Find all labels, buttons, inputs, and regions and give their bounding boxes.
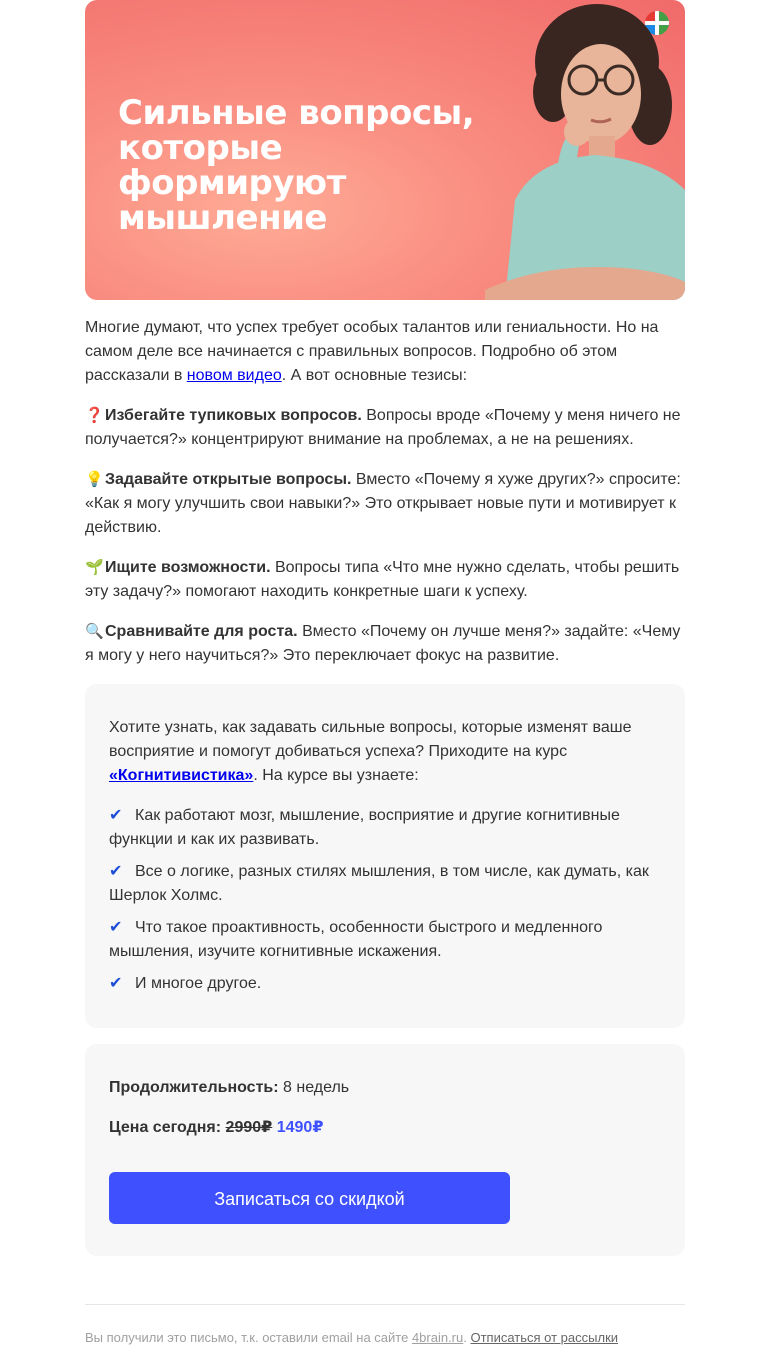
- footer-text: [85, 1329, 685, 1347]
- course-box: [85, 684, 685, 1028]
- hero-banner[interactable]: [85, 0, 685, 300]
- hero-title-line: мышление: [118, 198, 327, 238]
- unsubscribe-link[interactable]: Отписаться от рассылки: [470, 1330, 619, 1345]
- hero-title-line: Сильные вопросы,: [118, 93, 475, 133]
- old-price: 2990₽: [225, 1119, 273, 1136]
- duration-label: Продолжительность:: [109, 1079, 279, 1096]
- new-price: 1490₽: [276, 1119, 324, 1136]
- pricing-box: [85, 1044, 685, 1256]
- thesis-item: [85, 404, 685, 452]
- price-label: Цена сегодня:: [109, 1119, 222, 1136]
- checkmark-icon: ✔: [109, 919, 123, 936]
- new-video-link[interactable]: новом видео: [186, 367, 282, 384]
- hero-title: [118, 93, 518, 238]
- course-intro: [109, 716, 661, 788]
- price-row: [109, 1116, 661, 1140]
- thesis-text: Вопросы вроде «Почему у меня ничего не получается?» концентрируют внимание на проблемах, а не на решениях.: [85, 407, 681, 448]
- thesis-title: Задавайте открытые вопросы.: [105, 471, 352, 488]
- learn-list: [109, 804, 661, 996]
- duration-row: [109, 1076, 661, 1100]
- course-intro-text: Хотите узнать, как задавать сильные вопросы, которые изменят ваше восприятие и помогут добиваться успеха? Приходите на курс: [109, 719, 632, 760]
- course-intro-text-end: . На курсе вы узнаете:: [253, 767, 419, 784]
- thesis-text: Вместо «Почему я хуже других?» спросите: «Как я могу улучшить свои навыки?» Это открывает новые пути и мотивирует к действию.: [85, 471, 681, 536]
- duration-value: 8 недель: [278, 1079, 350, 1096]
- woman-thinking-portrait: [485, 0, 685, 300]
- checkmark-icon: ✔: [109, 975, 123, 992]
- checkmark-icon: ✔: [109, 807, 123, 824]
- list-item-text: Что такое проактивность, особенности быстрого и медленного мышления, изучите когнитивные искажения.: [109, 919, 603, 960]
- checkmark-icon: ✔: [109, 863, 123, 880]
- list-item-text: Как работают мозг, мышление, восприятие и другие когнитивные функции и как их развивать.: [109, 807, 620, 848]
- thesis-title: Сравнивайте для роста.: [105, 623, 298, 640]
- thesis-title: Избегайте тупиковых вопросов.: [105, 407, 362, 424]
- enroll-discount-button[interactable]: Записаться со скидкой: [109, 1172, 510, 1224]
- thesis-text: Вопросы типа «Что мне нужно сделать, чтобы решить эту задачу?» помогают находить конкретные шаги к успеху.: [85, 559, 680, 600]
- thesis-item: [85, 468, 685, 540]
- hero-title-line: которые формируют: [118, 128, 346, 203]
- footer-notice: Вы получили это письмо, т.к. оставили email на сайте: [85, 1330, 412, 1345]
- footer-divider: [85, 1304, 685, 1305]
- footer-separator: .: [463, 1330, 471, 1345]
- list-item: [109, 972, 661, 996]
- site-link[interactable]: 4brain.ru: [411, 1330, 464, 1345]
- thesis-title: Ищите возможности.: [105, 559, 271, 576]
- thesis-text: Вместо «Почему он лучше меня?» задайте: «Чему я могу у него научиться?» Это переключает фокус на развитие.: [85, 623, 681, 664]
- thesis-item: [85, 556, 685, 604]
- list-item: [109, 916, 661, 964]
- intro-paragraph: [85, 316, 685, 388]
- list-item: [109, 860, 661, 908]
- magnifier-icon: 🔍: [85, 623, 104, 640]
- list-item-text: Все о логике, разных стилях мышления, в том числе, как думать, как Шерлок Холмс.: [109, 863, 649, 904]
- intro-text-end: . А вот основные тезисы:: [281, 367, 468, 384]
- seedling-icon: 🌱: [85, 559, 104, 576]
- light-bulb-icon: 💡: [85, 471, 104, 488]
- intro-text: Многие думают, что успех требует особых талантов или гениальности. Но на самом деле все начинается с правильных вопросов. Подробно об этом рассказали в: [85, 319, 659, 384]
- thesis-item: [85, 620, 685, 668]
- question-mark-icon: ❓: [85, 407, 104, 424]
- course-link[interactable]: «Когнитивистика»: [109, 767, 254, 784]
- list-item: [109, 804, 661, 852]
- list-item-text: И многое другое.: [135, 975, 262, 992]
- email-container: [85, 0, 685, 1347]
